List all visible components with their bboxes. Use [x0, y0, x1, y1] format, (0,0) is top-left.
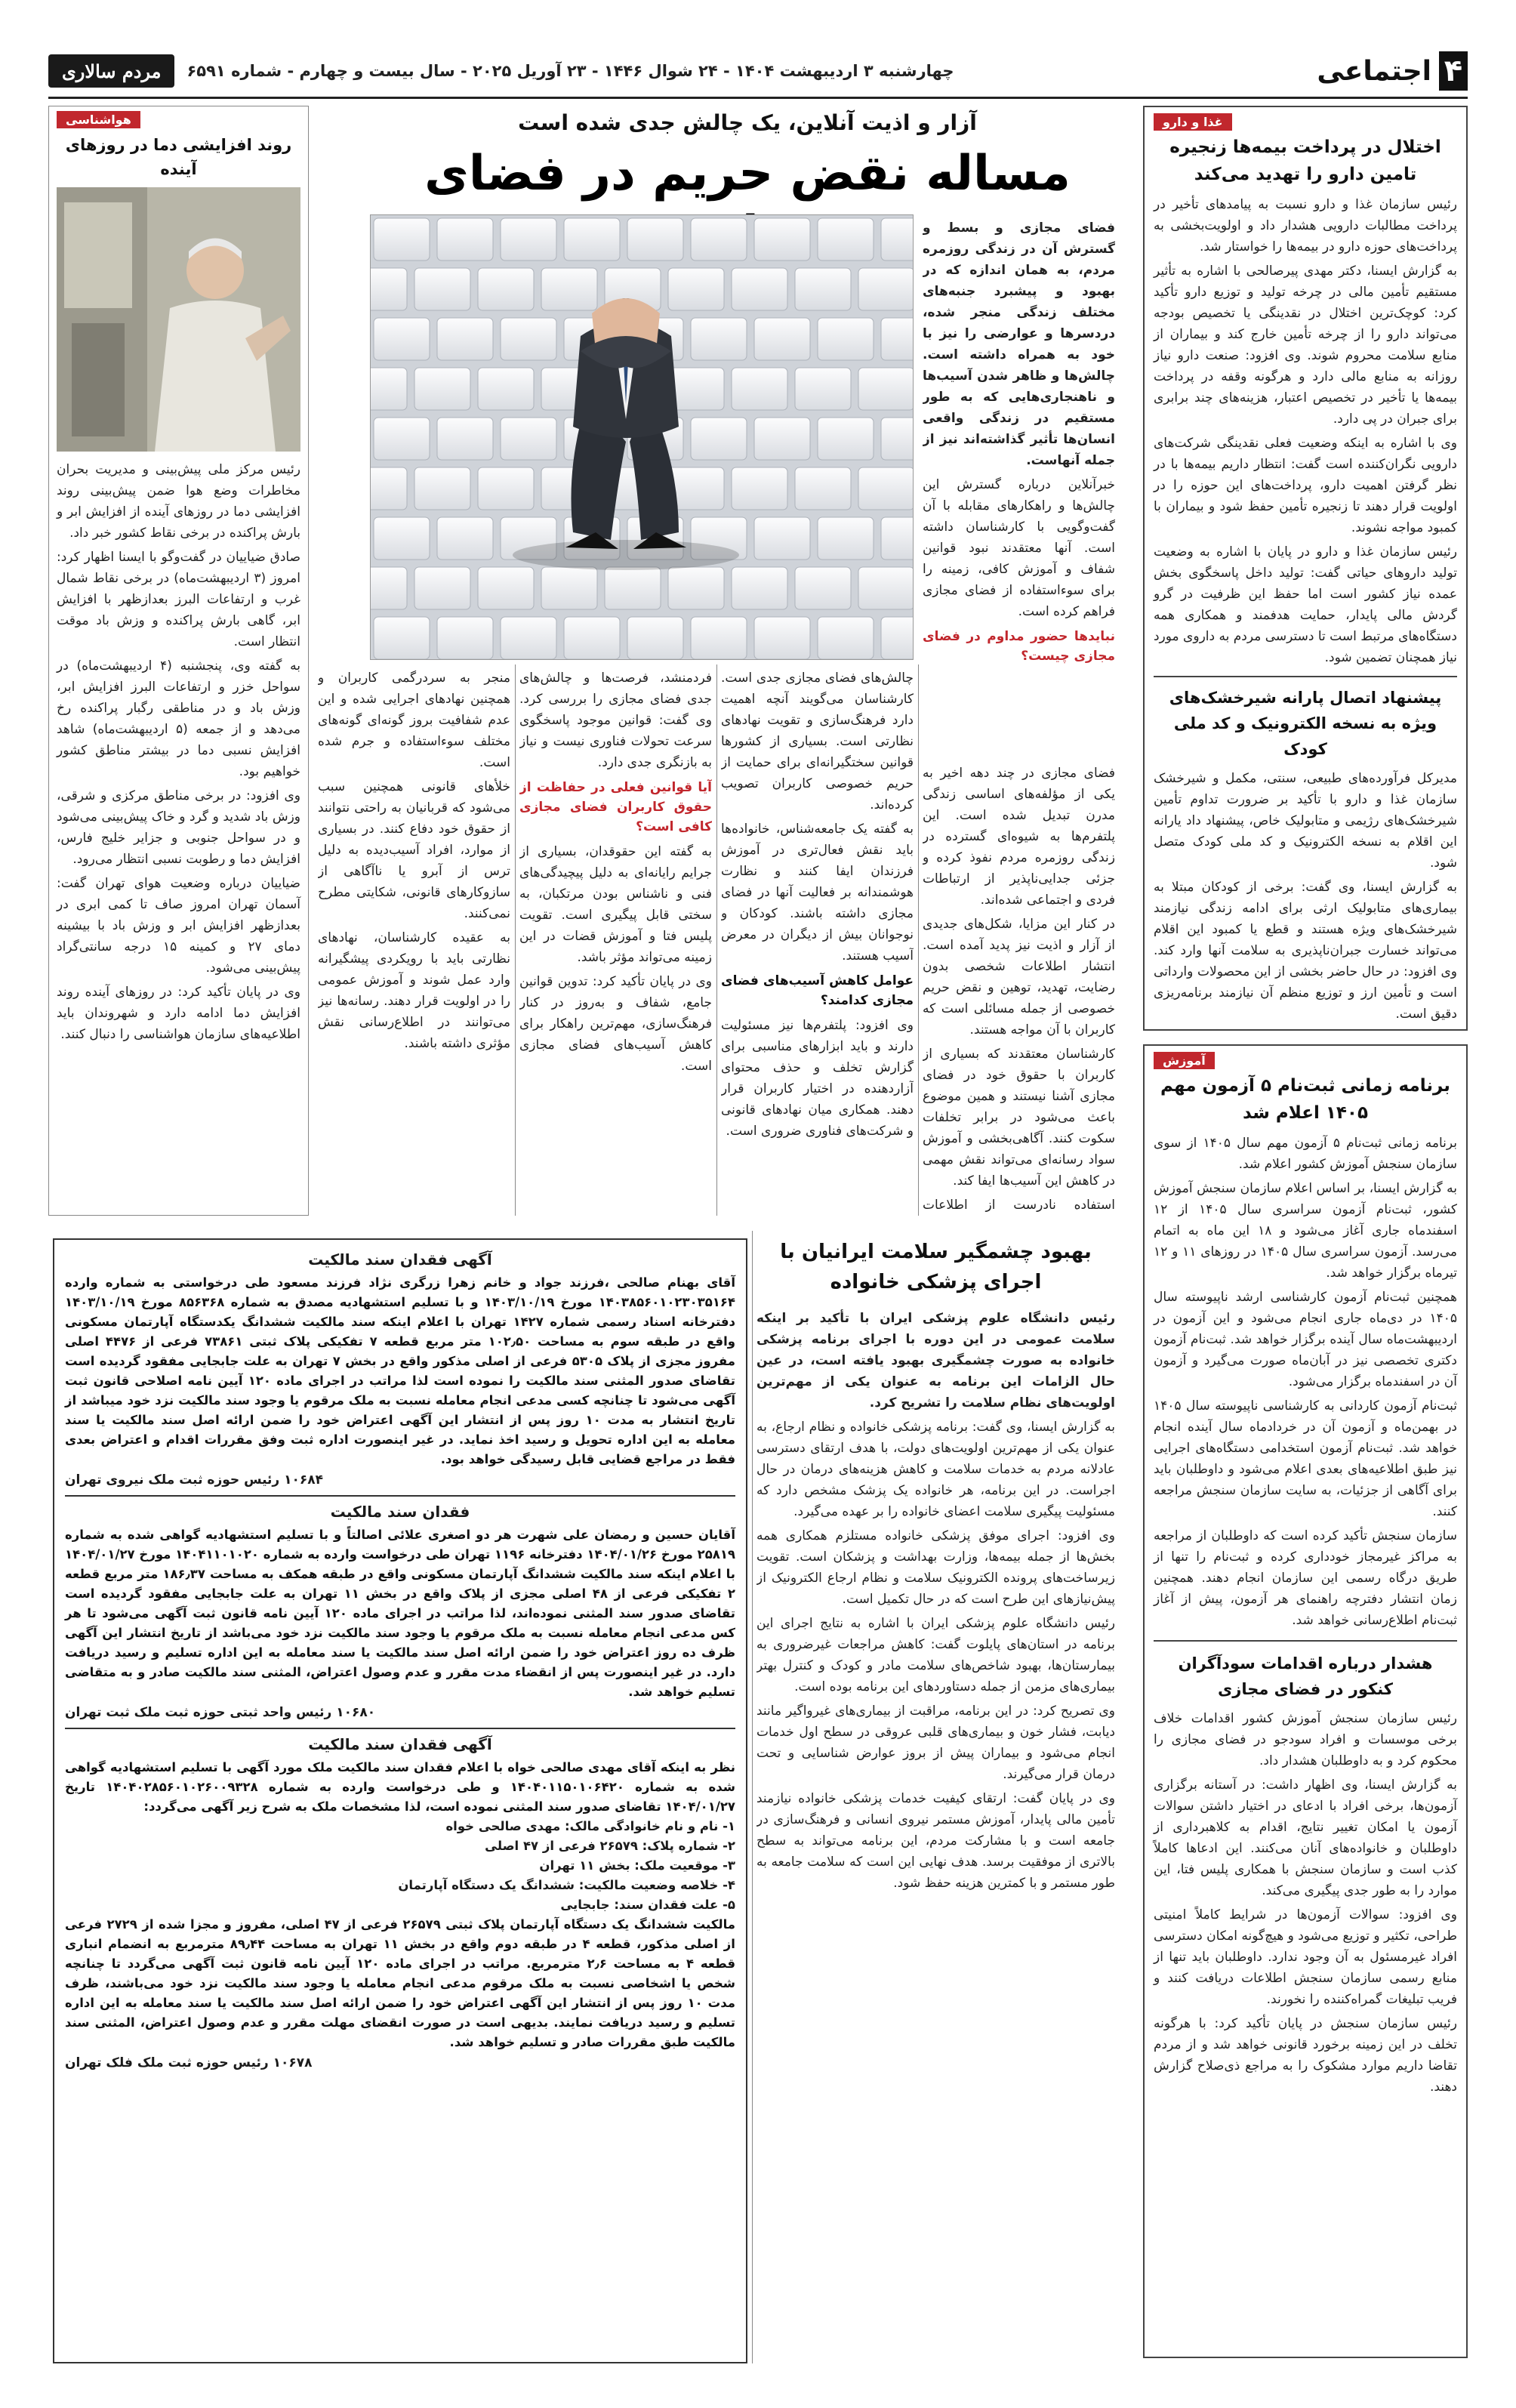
health-title: بهبود چشمگیر سلامت ایرانیان با اجرای پزشکی خانواده [780, 1241, 1092, 1293]
weather-body [57, 459, 300, 1045]
keyboard-key [478, 268, 534, 310]
keyboard-key [414, 467, 470, 510]
exam-paragraph: ثبت‌نام آزمون کاردانی به کارشناسی ناپیوسته سال ۱۴۰۵ در بهمن‌ماه و آزمون آن در خردادماه سال آینده انجام خواهد شد. ثبت‌نام آزمون استخدامی دستگاه‌های اجرایی نیز طبق اطلاعیه‌های بعدی اعلام می‌شود و داوطلبان باید برای آگاهی از جزئیات، به سایت سازمان سنجش مراجعه کنند. [1154, 1398, 1457, 1519]
health-story [756, 1231, 1115, 2363]
lead-paragraph: وی افزود: پلتفرم‌ها نیز مسئولیت دارند و باید ابزارهای مناسبی برای گزارش تخلف و حذف محتوای آزاردهنده در اختیار کاربران قرار دهند. همکاری میان نهادهای قانونی و شرکت‌های فناوری ضروری است. [721, 1018, 914, 1139]
keyboard-key [414, 368, 470, 410]
keyboard-key [732, 567, 787, 609]
lead-paragraph: به گفته یک جامعه‌شناس، خانواده‌ها باید نقش فعال‌تری در آموزش فرزندان ایفا کنند و نظارت هوشمندانه بر فعالیت آنها در فضای مجازی داشته باشند. کودکان و نوجوانان بیش از دیگران در معرض آسیب هستند. [721, 822, 914, 964]
fraud-paragraph: به گزارش ایسنا، وی اظهار داشت: در آستانه برگزاری آزمون‌ها، برخی افراد با ادعای در اختیار داشتن سوالات آزمون یا امکان تغییر نتایج، اقدام به کلاهبرداری از داوطلبان و خانواده‌های آنان می‌کنند. این ادعاها کاملاً کذب است و سازمان سنجش با همکاری پلیس فتا، این موارد را به طور جدی پیگیری می‌کند. [1154, 1777, 1457, 1898]
keyboard-key [691, 218, 747, 261]
ad-text: مالکیت ششدانگ یک دستگاه آپارتمان پلاک ثبتی ۲۶۵۷۹ فرعی از ۴۷ اصلی، مفروز و مجزا شده از ۲۷۲۹ فرعی از اصلی مذکور، قطعه ۴ در طبقه دوم واقع در بخش ۱۱ تهران به مساحت ۸۹٫۴۴ مترمربع به انضمام انباری قطعه ۴ به مساحت ۲٫۶ مترمربع. مراتب در اجرای ماده ۱۲۰ آیین نامه قانون ثبت آگهی می‌گردد تا چنانچه شخص یا اشخاصی نسبت به ملک مرقوم مدعی انجام معامله یا وجود سند مالکیت نزد خود می‌باشند، ظرف مدت ۱۰ روز پس از انتشار این آگهی اعتراض خود را ضمن ارائه اصل سند مالکیت یا سند معامله به این اداره تسلیم و رسید دریافت نمایند. بدیهی است در صورت انقضای مهلت مقرر و عدم وصول اعتراض، المثنی سند مالکیت طبق مقررات صادر و تسلیم خواهد شد. [65, 1917, 736, 2049]
page-number: ۴ [1439, 51, 1468, 91]
keyboard-key [370, 467, 407, 510]
ad-text: نظر به اینکه آقای مهدی صالحی خواه با اعلام فقدان سند مالکیت ملک مورد آگهی با تسلیم استشهادیه گواهی شده به شماره ۱۴۰۴۰۱۱۵۰۱۰۶۴۲۰ و طی درخواست وارده به شماره ۱۴۰۴۰۲۸۵۶۰۱۰۲۶۰۰۹۳۲۸ تاریخ ۱۴۰۴/۰۱/۲۷ تقاضای صدور سند المثنی نموده است، لذا مشخصات ملک به شرح زیر آگهی می‌گردد: [65, 1760, 735, 1814]
lead-kicker: آزار و اذیت آنلاین، یک چالش جدی شده است [518, 110, 977, 135]
legal-notices [53, 1238, 747, 2363]
keyboard-key [437, 318, 493, 360]
ad-signature: ۱۰۶۸۴ رئیس حوزه ثبت ملک نیروی تهران [65, 1472, 324, 1488]
lead-paragraph: منجر به سردرگمی کاربران و همچنین نهادهای اجرایی شده و این عدم شفافیت بروز گونه‌ای گونه‌های مختلف سوءاستفاده و جرم شده است. [318, 671, 510, 770]
pharmacy-paragraph: مدیرکل فرآورده‌های طبیعی، سنتی، مکمل و شیرخشک سازمان غذا و دارو با تأکید بر ضرورت تداوم تأمین شیرخشک‌های رژیمی و متابولیک خاص، پیشنهاد داد یارانه این اقلام به نسخه الکترونیک و کد ملی کودک متصل شود. [1154, 771, 1457, 871]
weather-paragraph: به گفته وی، پنجشنبه (۴ اردیبهشت‌ماه) در سواحل خزر و ارتفاعات البرز افزایش ابر، وزش باد و در مناطقی رگبار پراکنده رخ می‌دهد و از جمعه (۵ اردیبهشت‌ماه) شاهد افزایش نسبی دما در بیشتر مناطق کشور خواهیم بود. [57, 658, 300, 779]
health-paragraph: رئیس دانشگاه علوم پزشکی ایران با تأکید بر اینکه سلامت عمومی در این دوره با اجرای برنامه پزشکی خانواده به صورت چشمگیری بهبود یافته است، در عین حال الزامات این برنامه به عنوان یکی از مهم‌ترین اولویت‌های نظام سلامت را تشریح کرد. [756, 1311, 1115, 1411]
column-rule [752, 1231, 753, 2363]
health-paragraph: به گزارش ایسنا، وی گفت: برنامه پزشکی خانواده و نظام ارجاع، به عنوان یکی از مهم‌ترین اولویت‌های دولت، با هدف ارتقای دسترسی عادلانه مردم به خدمات سلامت و کاهش هزینه‌های درمان در حال اجراست. در این برنامه، هر خانواده یک پزشک مشخص دارد که مسئولیت پیگیری سلامت اعضای خانواده را بر عهده می‌گیرد. [756, 1420, 1115, 1519]
lead-intro-paragraph: خبرآنلاین درباره گسترش این چالش‌ها و راهکارهای مقابله با آن گفت‌وگویی با کارشناسان داشته است. آنها معتقدند نبود قوانین شفاف و آموزش کافی، زمینه را برای سوءاستفاده از فضای مجازی فراهم کرده است. [923, 477, 1115, 619]
weather-photo [57, 187, 300, 452]
lead-subhead: عوامل کاهش آسیب‌های فضای مجازی کدامند؟ [721, 973, 914, 1008]
fraud-paragraph: رئیس سازمان سنجش آموزش کشور اقدامات خلاف برخی موسسات و افراد سودجو در فضای مجازی را محکوم کرد و به داوطلبان هشدار داد. [1154, 1711, 1457, 1768]
lead-paragraph: در کنار این مزایا، شکل‌های جدیدی از آزار و اذیت نیز پدید آمده است. انتشار اطلاعات شخصی بدون رضایت، تهدید، توهین و نقض حریم خصوصی از جمله مسائلی است که کاربران با آن مواجه هستند. [923, 917, 1115, 1038]
drug-body [1154, 194, 1457, 668]
weather-paragraph: رئیس مرکز ملی پیش‌بینی و مدیریت بحران مخاطرات وضع هوا ضمن پیش‌بینی روند افزایشی دما در روزهای آینده از افزایش ابر و بارش پراکنده در برخی نقاط کشور خبر داد. [57, 462, 300, 541]
drug-kicker: غذا و دارو [1154, 113, 1232, 131]
keyboard-key [501, 617, 556, 659]
column-rule [515, 664, 516, 1216]
ad-title: آگهی فقدان سند مالکیت [308, 1735, 492, 1753]
keyboard-key [370, 268, 407, 310]
lead-column-2 [721, 668, 914, 1216]
weather-paragraph: وی در پایان تأکید کرد: در روزهای آینده روند افزایش دما ادامه دارد و شهروندان باید اطلاعیه‌های سازمان هواشناسی را دنبال کنند. [57, 985, 300, 1042]
keyboard-key [437, 517, 493, 560]
keyboard-key [374, 318, 430, 360]
divider [1154, 1640, 1457, 1642]
ad-signature: ۱۰۶۸۰ رئیس واحد ثبتی حوزه ثبت ملک ثبت تهران [65, 1705, 376, 1720]
keyboard-key [668, 268, 724, 310]
keyboard-key [541, 268, 597, 310]
weather-paragraph: ضیاییان درباره وضعیت هوای تهران گفت: آسمان تهران امروز صاف تا کمی ابری در بعدازظهر افزایش ابر و وزش باد با بیشینه دمای ۲۷ و کمینه ۱۵ درجه سانتی‌گراد پیش‌بینی می‌شود. [57, 876, 300, 976]
drug-paragraph: رئیس سازمان غذا و دارو نسبت به پیامدهای تأخیر در پرداخت مطالبات دارویی هشدار داد و اولویت‌بخشی به پرداخت‌های حوزه دارو در بیمه‌ها را خواستار شد. [1154, 197, 1457, 254]
keyboard-key [501, 218, 556, 261]
exam-title: برنامه زمانی ثبت‌نام ۵ آزمون مهم ۱۴۰۵ اعلام شد [1160, 1076, 1450, 1123]
keyboard-key [881, 318, 913, 360]
health-paragraph: وی افزود: اجرای موفق پزشکی خانواده مستلزم همکاری همه بخش‌ها از جمله بیمه‌ها، وزارت بهداشت و پزشکان است. تقویت زیرساخت‌های پرونده الکترونیک سلامت و نظام ارجاع الکترونیک از پیش‌نیازهای این طرح است که در حال تکمیل است. [756, 1528, 1115, 1607]
lead-subhead: نبایدها حضور مداوم در فضای مجازی چیست؟ [923, 629, 1115, 664]
health-paragraph: رئیس دانشگاه علوم پزشکی ایران با اشاره به نتایج اجرای این برنامه در استان‌های پایلوت گفت: کاهش مراجعات غیرضروری به بیمارستان‌ها، بهبود شاخص‌های سلامت مادر و کودک و کنترل بهتر بیماری‌های مزمن از جمله دستاوردهای این برنامه بوده است. [756, 1616, 1115, 1694]
lead-paragraph: به گفته این حقوقدان، بسیاری از جرایم رایانه‌ای به دلیل پیچیدگی‌های فنی و ناشناس بودن مرتکبان، به سختی قابل پیگیری است. تقویت پلیس فتا و آموزش قضات در این زمینه می‌تواند مؤثر باشد. [519, 844, 712, 965]
keyboard-key [732, 368, 787, 410]
ad-list-item: ۴- خلاصه وضعیت مالکیت: ششدانگ یک دستگاه آپارتمان [398, 1878, 735, 1892]
keyboard-key [501, 318, 556, 360]
keyboard-key [668, 567, 724, 609]
lead-paragraph: فضای مجازی در چند دهه اخیر به یکی از مؤلفه‌های اساسی زندگی مدرن تبدیل شده است. این پلتفرم‌ها به شیوه‌ای گسترده در زندگی روزمره مردم نفوذ کرده و جزئی جدایی‌ناپذیر از ارتباطات فردی و اجتماعی شده‌اند. [923, 766, 1115, 908]
weather-kicker: هواشناسی [57, 111, 140, 128]
health-paragraph: وی در پایان گفت: ارتقای کیفیت خدمات پزشکی خانواده نیازمند تأمین مالی پایدار، آموزش مستمر نیروی انسانی و فرهنگ‌سازی در جامعه است و با مشارکت مردم، این برنامه می‌تواند به سطح بالاتری از موفقیت برسد. هدف نهایی این است که سلامت جامعه به طور مستمر و با کمترین هزینه حفظ شود. [756, 1791, 1115, 1891]
keyboard-key [541, 567, 597, 609]
exam-body [1154, 1133, 1457, 1631]
pharmacy-paragraph [1154, 1028, 1457, 1031]
lead-column-1 [923, 763, 1115, 1216]
health-body [756, 1308, 1115, 1894]
keyboard-key [795, 368, 851, 410]
keyboard-key [795, 567, 851, 609]
keyboard-key [818, 517, 874, 560]
lead-paragraph: استفاده نادرست از اطلاعات [923, 1198, 1115, 1213]
ad-text: آقایان حسین و رمضان علی شهرت هر دو اصغری علائی اصالتاً و با تسلیم استشهادیه گواهی شده به شماره ۲۵۸۱۹ مورخ ۱۴۰۴/۰۱/۲۶ دفترخانه ۱۱۹۶ تهران طی درخواست وارده به شماره ۱۴۰۴۱۱۰۱۰۲۰ مورخ ۱۴۰۴/۰۱/۲۷ با اعلام اینکه سند مالکیت ششدانگ آپارتمان مسکونی واقع در طبقه همکف به مساحت ۱۸۶٫۳۷ متر مربع قطعه ۲ تفکیکی فرعی از ۴۸ اصلی مجزی از پلاک واقع در بخش ۱۱ تهران به علت جابجایی مفقود گردیده است تقاضای صدور سند المثنی نموده‌اند، لذا مراتب در اجرای ماده ۱۲۰ آیین نامه قانون ثبت آگهی می‌شود تا هر کس مدعی انجام معامله نسبت به ملک مرقوم یا وجود سند مالکیت نزد خود می‌باشد از تاریخ انتشار این آگهی ظرف ده روز اعتراض خود را ضمن ارائه اصل سند مالکیت یا سند معامله به این اداره تسلیم و رسید دریافت دارد. در غیر اینصورت پس از انقضاء مدت مقرر و عدم وصول اعتراض، المثنی سند مالکیت صادر و به متقاضی تسلیم خواهد شد. [65, 1528, 735, 1699]
keyboard-key [478, 368, 534, 410]
keyboard-key [754, 318, 810, 360]
sad-man-on-keyboard-image [370, 215, 913, 660]
exam-kicker: آموزش [1154, 1052, 1215, 1069]
ad-list-item: ۳- موقعیت ملک: بخش ۱۱ تهران [539, 1858, 735, 1873]
drug-paragraph: رئیس سازمان غذا و دارو در پایان با اشاره به وضعیت تولید داروهای حیاتی گفت: تولید داخل پاسخگوی بخش عمده نیاز کشور است اما حفظ این ظرفیت در گرو گردش مالی پایدار، حمایت هدفمند و همکاری همه دستگاه‌های مرتبط است تا دسترسی مردم به داروی مورد نیاز همچنان تضمین شود. [1153, 544, 1457, 665]
ad-list-item: ۲- شماره پلاک: ۲۶۵۷۹ فرعی از ۴۷ اصلی [485, 1839, 735, 1853]
ad-text: آقای بهنام صالحی ،فرزند جواد و خانم زهرا زرگری نژاد فرزند مسعود طی درخواستی به شماره وارده ۱۴۰۳۸۵۶۰۱۰۲۳۰۳۵۱۶۴ مورخ ۱۴۰۳/۱۰/۱۹ و با تسلیم استشهادیه مصدق به شماره ۸۵۶۳۶۸ مورخ ۱۴۰۳/۱۰/۱۹ دفترخانه اسناد رسمی شماره ۱۴۲۷ تهران با اعلام اینکه سند مالکیت ششدانگ یکدستگاه آپارتمان مسکونی واقع در طبقه سوم به مساحت ۱۰۲٫۵۰ متر مربع قطعه ۷ تفکیکی پلاک ثبتی ۷۳۸۶۱ فرعی از ۴۴۷۶ اصلی مفروز مجزی از پلاک ۵۳۰۵ فرعی از اصلی مذکور واقع در بخش ۷ تهران به علت جابجایی مفقود گردیده است تقاضای صدور المثنی سند مالکیت را نموده است لذا مراتب در اجرای ماده ۱۲۰ آیین نامه اصلاحی قانون ثبت آگهی می‌شود تا چنانچه کسی مدعی انجام معامله نسبت به ملک مرقوم یا وجود سند مالکیت نزد خود میباشد از تاریخ انتشار به مدت ۱۰ روز پس از انتشار این آگهی اعتراض خود را ضمن ارائه اصل سند مالکیت یا سند معامله به این اداره تحویل و رسید اخذ نماید. در غیر اینصورت اداره ثبت وفق مقررات اقدام و اعتراض بعدی فقط در مراجع قضایی قابل رسیدگی خواهد بود. [65, 1275, 735, 1466]
keyboard-key [414, 567, 470, 609]
weather-paragraph: وی افزود: در برخی مناطق مرکزی و شرقی، وزش باد شدید و گرد و خاک پیش‌بینی می‌شود و در سواحل جنوبی و جزایر خلیج فارس، افزایش دما و رطوبت نسبی انتظار می‌رود. [57, 788, 300, 867]
weather-story [48, 106, 309, 1216]
divider [1154, 676, 1457, 677]
keyboard-key [858, 368, 913, 410]
drug-paragraph: به گزارش ایسنا، دکتر مهدی پیرصالحی با اشاره به تأثیر مستقیم تأمین مالی در چرخه تولید و توزیع دارو تأکید کرد: کوچک‌ترین اختلال در نقدینگی یا تخصیص بودجه می‌تواند دارو را از چرخه تأمین خارج کند و بیماران از منابع سلامت محروم شوند. وی افزود: صنعت دارو نیاز روزانه به منابع مالی دارد و هرگونه وقفه در پرداخت بیمه‌ها یا تأخیر در تخصیص اعتبار، هزینه‌های چند برابری برای جبران در پی دارد. [1154, 264, 1457, 427]
keyboard-key [858, 467, 913, 510]
keyboard-key [564, 218, 620, 261]
lead-paragraph: به عقیده کارشناسان، نهادهای نظارتی باید با رویکردی پیشگیرانه وارد عمل شوند و آموزش عمومی را در اولویت قرار دهند. رسانه‌ها نیز می‌توانند در اطلاع‌رسانی نقش مؤثری داشته باشند. [318, 930, 510, 1051]
old-man-image [57, 187, 300, 452]
keyboard-key [374, 517, 430, 560]
lead-intro [923, 217, 1115, 791]
keyboard-key [627, 218, 683, 261]
keyboard-key [691, 418, 747, 460]
keyboard-key [795, 467, 851, 510]
keyboard-key [478, 467, 534, 510]
weather-title: روند افزایشی دما در روزهای آینده [65, 136, 292, 178]
lead-column-4 [318, 668, 510, 1216]
section-name: اجتماعی [1317, 55, 1431, 87]
keyboard-key [374, 617, 430, 659]
ad-list-item: ۵- علت فقدان سند: جابجایی [560, 1898, 735, 1912]
keyboard-key [818, 218, 874, 261]
fraud-paragraph: رئیس سازمان سنجش در پایان تأکید کرد: با هرگونه تخلف در این زمینه برخورد قانونی خواهد شد و از مردم تقاضا داریم موارد مشکوک را به مراجع ذی‌صلاح گزارش دهند. [1154, 2016, 1457, 2095]
keyboard-key [754, 418, 810, 460]
keyboard-key [627, 617, 683, 659]
newspaper-logo: مردم سالاری [48, 54, 174, 88]
lead-paragraph: چالش‌های فضای مجازی جدی است. کارشناسان می‌گویند آنچه اهمیت دارد فرهنگ‌سازی و تقویت نهادهای نظارتی است. بسیاری از کشورها قوانین سختگیرانه‌ای برای حمایت از حریم خصوصی کاربران تصویب کرده‌اند. [721, 671, 914, 812]
exam-paragraph: به گزارش ایسنا، بر اساس اعلام سازمان سنجش آموزش کشور، ثبت‌نام آزمون سراسری سال ۱۴۰۵ از ۱۲ اسفندماه جاری آغاز می‌شود و ۱۸ این ماه به اتمام می‌رسد. آزمون سراسری سال ۱۴۰۵ در روزهای ۱۱ و ۱۲ تیرماه برگزار خواهد شد. [1154, 1181, 1457, 1281]
keyboard-key [478, 567, 534, 609]
header-rule [48, 97, 1468, 99]
lead-title: مساله نقض حریم در فضای [424, 146, 1071, 202]
lead-paragraph: وی در پایان تأکید کرد: تدوین قوانین جامع، شفاف و به‌روز در کنار فرهنگ‌سازی، مهم‌ترین راهکار برای کاهش آسیب‌های فضای مجازی است. [519, 974, 712, 1074]
health-paragraph: وی تصریح کرد: در این برنامه، مراقبت از بیماری‌های غیرواگیر مانند دیابت، فشار خون و بیماری‌های قلبی عروقی در سطح اول خدمات انجام می‌شود و بیماران پیش از بروز عوارض شناسایی و تحت درمان قرار می‌گیرند. [756, 1703, 1115, 1782]
keyboard-key [691, 617, 747, 659]
pharmacy-body [1154, 768, 1457, 1031]
keyboard-key [881, 617, 913, 659]
keyboard-key [605, 567, 661, 609]
keyboard-key [501, 418, 556, 460]
keyboard-key [732, 467, 787, 510]
drug-paragraph: وی با اشاره به اینکه وضعیت فعلی نقدینگی شرکت‌های دارویی نگران‌کننده است گفت: انتظار داریم بیمه‌ها با در نظر گرفتن اهمیت دارو، پرداخت‌های این حوزه را در اولویت قرار دهند تا زنجیره تأمین حفظ شود و بیماران با کمبود مواجه نشوند. [1154, 436, 1457, 535]
drug-title: اختلال در پرداخت بیمه‌ها زنجیره تامین دارو را تهدید می‌کند [1169, 137, 1441, 184]
keyboard-key [818, 418, 874, 460]
lead-paragraph: فردمنشد، فرصت‌ها و چالش‌های جدی فضای مجازی را بررسی کرد. وی گفت: قوانین موجود پاسخگوی سرعت تحولات فناوری نیست و نیاز به بازنگری جدی دارد. [519, 671, 712, 770]
ad-title: آگهی فقدان سند مالکیت [308, 1250, 492, 1269]
right-column [1143, 106, 1468, 2371]
lead-intro-paragraph: فضای مجازی و بسط و گسترش آن در زندگی روزمره مردم، به همان اندازه که در بهبود و پیشبرد جنبه‌های مختلف زندگی منجر شده، دردسرها و عوارضی را نیز با خود به همراه داشته است. چالش‌ها و ظاهر شدن آسیب‌ها و ناهنجاری‌هایی که به طور مستقیم در زندگی واقعی انسان‌ها تأثیر گذاشته‌اند نیز از جمله آنهاست. [923, 220, 1115, 468]
exam-paragraph: برنامه زمانی ثبت‌نام ۵ آزمون مهم سال ۱۴۰۵ از سوی سازمان سنجش آموزش کشور اعلام شد. [1154, 1136, 1458, 1172]
drug-story [1143, 106, 1468, 1031]
weather-paragraph: صادق ضیاییان در گفت‌وگو با ایسنا اظهار کرد: امروز (۳ اردیبهشت‌ماه) در برخی نقاط شمال غرب و ارتفاعات البرز بعدازظهر با افزایش ابر، گاهی بارش پراکنده و وزش باد موقت انتظار است. [57, 550, 300, 649]
exam-story [1143, 1044, 1468, 2358]
keyboard-photo [370, 214, 914, 660]
lead-paragraph: کارشناسان معتقدند که بسیاری از کاربران با حقوق خود در فضای مجازی آشنا نیستند و همین موضوع باعث می‌شود در برابر تخلفات سکوت کنند. آگاهی‌بخشی و آموزش سواد رسانه‌ای می‌تواند نقش مهمی در کاهش این آسیب‌ها ایفا کند. [923, 1047, 1115, 1189]
keyboard-key [370, 567, 407, 609]
keyboard-key [818, 617, 874, 659]
pharmacy-title: پیشنهاد اتصال پارانه شیرخشک‌های ویژه به نسخه الکترونیک و کد ملی کودک [1169, 689, 1442, 758]
keyboard-key [754, 517, 810, 560]
keyboard-key [691, 318, 747, 360]
fraud-title: هشدار درباره اقدامات سودآگران کنکور در فضای مجازی [1178, 1654, 1433, 1698]
fraud-paragraph: وی افزود: سوالات آزمون‌ها در شرایط کاملاً امنیتی طراحی، تکثیر و توزیع می‌شود و هیچ‌گونه امکان دسترسی افراد غیرمسئول به آن وجود ندارد. داوطلبان باید تنها از منابع رسمی سازمان سنجش اطلاعات دریافت کنند و فریب تبلیغات گمراه‌کننده را نخورند. [1154, 1907, 1457, 2007]
keyboard-key [437, 218, 493, 261]
pharmacy-paragraph: به گزارش ایسنا، وی گفت: برخی از کودکان مبتلا به بیماری‌های متابولیک ارثی برای ادامه زندگی نیازمند شیرخشک‌های ویژه هستند و قطع یا کمبود این اقلام می‌تواند خسارت جبران‌ناپذیری به سلامت آنها وارد کند. وی افزود: در حال حاضر بخشی از این محصولات وارداتی است و تأمین ارز و توزیع منظم آن نیازمند برنامه‌ریزی دقیق است. [1154, 880, 1457, 1022]
exam-paragraph: همچنین ثبت‌نام آزمون کارشناسی ارشد ناپیوسته سال ۱۴۰۵ در دی‌ماه جاری انجام می‌شود و این آزمون در اردیبهشت‌ماه سال آینده برگزار خواهد شد. ثبت‌نام آزمون دکتری تخصصی نیز در آبان‌ماه صورت می‌گیرد و آزمون آن در اسفندماه برگزار می‌شود. [1154, 1290, 1457, 1389]
exam-paragraph: سازمان سنجش تأکید کرده است که داوطلبان از مراجعه به مراکز غیرمجاز خودداری کرده و ثبت‌نام را تنها از طریق درگاه رسمی این سازمان انجام دهند. همچنین زمان انتشار دفترچه راهنمای هر آزمون، پیش از آغاز ثبت‌نام اطلاع‌رسانی خواهد شد. [1154, 1528, 1457, 1628]
keyboard-key [881, 418, 913, 460]
keyboard-key [414, 268, 470, 310]
keyboard-key [564, 617, 620, 659]
divider [65, 1728, 735, 1729]
lead-subhead: آیا قوانین فعلی در حفاظت از حقوق کاربران فضای مجازی کافی است؟ [519, 780, 712, 834]
keyboard-key [818, 318, 874, 360]
keyboard-key [374, 218, 430, 261]
keyboard-key [370, 368, 407, 410]
keyboard-key [881, 517, 913, 560]
keyboard-key [858, 567, 913, 609]
date-line: چهارشنبه ۳ اردیبهشت ۱۴۰۴ - ۲۴ شوال ۱۴۴۶ - ۲۳ آوریل ۲۰۲۵ - سال بیست و چهارم - شماره ۶۵۹۱ [186, 62, 954, 80]
keyboard-key [754, 617, 810, 659]
keyboard-key [374, 418, 430, 460]
column-rule [716, 664, 717, 1216]
ad-list-item: ۱- نام و نام خانوادگی مالک: مهدی صالحی خواه [445, 1819, 735, 1833]
ad-signature: ۱۰۶۷۸ رئیس حوزه ثبت ملک فلک تهران [65, 2055, 313, 2070]
keyboard-key [795, 268, 851, 310]
keyboard-key [437, 617, 493, 659]
ad-title: فقدان سند مالکیت [330, 1503, 470, 1521]
page-header [48, 48, 1468, 94]
section-header [1317, 48, 1468, 94]
keyboard-key [437, 418, 493, 460]
keyboard-key [881, 218, 913, 261]
divider [65, 1495, 735, 1497]
keyboard-key [754, 218, 810, 261]
masthead [48, 54, 954, 88]
lead-paragraph: خلأهای قانونی همچنین سبب می‌شود که قربانیان به راحتی نتوانند از حقوق خود دفاع کنند. در بسیاری از موارد، افراد آسیب‌دیده به دلیل ترس از آبرو یا ناآگاهی از سازوکارهای قانونی، شکایتی مطرح نمی‌کنند. [318, 779, 510, 921]
keyboard-key [732, 268, 787, 310]
keyboard-key [858, 268, 913, 310]
column-rule [918, 664, 919, 1216]
fraud-body [1154, 1708, 1457, 2098]
lead-column-3 [519, 668, 712, 1216]
